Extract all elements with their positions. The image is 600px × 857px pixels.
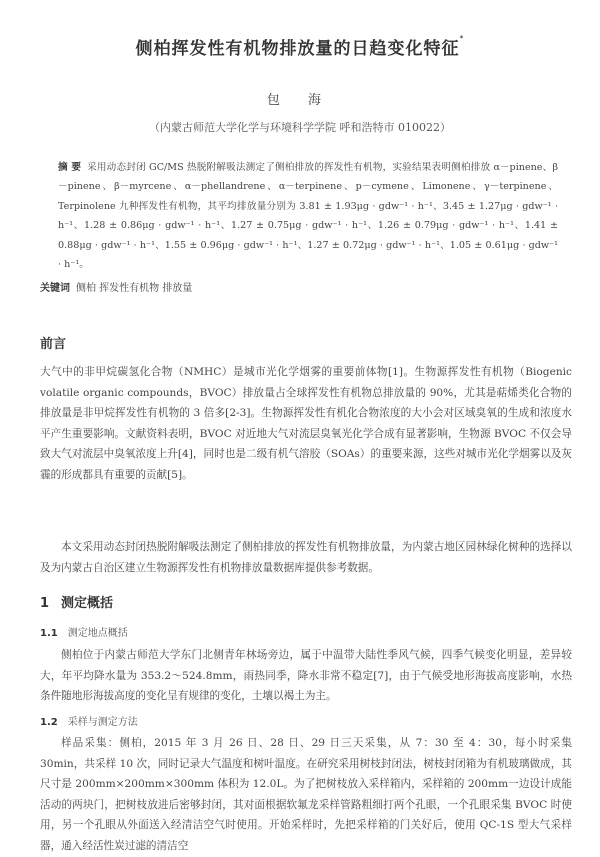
section-number: 1 <box>40 596 50 611</box>
subsection-heading-1-2 <box>40 713 138 728</box>
keywords-label: 关键词 <box>40 283 70 294</box>
subsection-1-2-paragraph: 样品采集：侧柏，2015 年 3 月 26 日、28 日、29 日三天采集，从 7：30 至 4：30，每小时采集 30min，共采样 10 次，同时记录大气温度和树叶温度。在研究采用树枝封闭法，树枝封闭箱为有机玻璃做成，其尺寸是 200mm×200mm×300mm 体积为 12.0L。为了把树枝放入采样箱内，采样箱的 200mm一边设计成能活动的两块门，把树枝放进后密够封闭，其对面根据软氟龙采样管路粗细打两个孔眼，一个孔眼采集 BVOC 时使用，另一个孔眼从外面送入经清洁空气时使用。开始采样时，先把采样箱的门关好后，使用 QC-1S 型大气采样器，通入经活性炭过滤的清洁空 <box>40 737 572 852</box>
author-name: 包 海 <box>266 93 334 108</box>
paper-title <box>0 34 600 59</box>
preface-paragraph-1: 大气中的非甲烷碳氢化合物（NMHC）是城市光化学烟雾的重要前体物[1]。生物源挥发性有机物（Biogenic volatile organic compounds，BVOC）排放量占全球挥发性有机物总排放量的 90%，尤其是萜烯类化合物的排放量是非甲烷挥发性有机物的 3 倍多[2-3]。生物源挥发性有机化合物浓度的大小会对区域臭氧的生成和浓度水平产生重要影响。文献资料表明，BVOC 对近地大气对流层臭氧光化学合成有显著影响，生物源 BVOC 不仅会导致大气对流层中臭氧浓度上升[4]，同时也是二级有机气溶胶（SOAs）的重要来源，这些对城市光化学烟雾以及灰霾的形成都具有重要的贡献[5]。 <box>40 366 572 481</box>
subsection-1-1-paragraph: 侧柏位于内蒙古师范大学东门北侧青年林场旁边，属于中温带大陆性季风气候，四季气候变化明显，差异较大，年平均降水量为 353.2～524.8mm，雨热同季，降水非常不稳定[7]，由于气候受地形海拔高度影响，水热条件随地形海拔高度的变化呈有规律的变化，土壤以褐土为主。 <box>40 649 572 703</box>
preface-paragraph-2: 本文采用动态封闭热脱附解吸法测定了侧柏排放的挥发性有机物排放量，为内蒙古地区园林绿化树种的选择以及为内蒙古自治区建立生物源挥发性有机物排放量数据库提供参考数据。 <box>40 541 572 574</box>
keywords <box>40 280 570 298</box>
subsection-heading-text: 采样与测定方法 <box>67 717 138 728</box>
abstract-text: 采用动态封闭 GC/MS 热脱附解吸法测定了侧柏排放的挥发性有机物，实验结果表明侧柏排放 α－pinene、β－pinene、β－myrcene、α－phellandrene、α－terpinene、p－cymene、Limonene、γ－terpinene、Terpinolene 九种挥发性有机物，其平均排放量分别为 3.81 ± 1.93μg · gdw⁻¹ · h⁻¹、3.45 ± 1.27μg · gdw⁻¹ · h⁻¹、1.28 ± 0.86μg · gdw⁻¹ · h⁻¹、1.27 ± 0.75μg · gdw⁻¹ · h⁻¹、1.26 ± 0.79μg · gdw⁻¹ · h⁻¹、1.41 ± 0.88μg · gdw⁻¹ · h⁻¹、1.55 ± 0.96μg · gdw⁻¹ · h⁻¹、1.27 ± 0.72μg · gdw⁻¹ · h⁻¹、1.05 ± 0.61μg · gdw⁻¹ · h⁻¹。 <box>58 162 558 271</box>
section-heading-text: 测定概括 <box>61 596 114 611</box>
subsection-heading-1-1 <box>40 624 128 639</box>
title-footnote-marker: * <box>459 34 465 43</box>
section-heading-1 <box>40 592 113 611</box>
subsection-number: 1.2 <box>40 717 58 728</box>
section-heading-preface: 前言 <box>40 337 67 352</box>
title-text: 侧柏挥发性有机物排放量的日趋变化特征 <box>135 39 460 59</box>
keywords-text: 侧柏 挥发性有机物 排放量 <box>76 283 193 294</box>
author-affiliation: （内蒙古师范大学化学与环境科学学院 呼和浩特市 010022） <box>149 121 451 134</box>
abstract <box>58 158 558 274</box>
abstract-label: 摘 要 <box>58 162 82 173</box>
subsection-number: 1.1 <box>40 628 58 639</box>
subsection-heading-text: 测定地点概括 <box>67 628 128 639</box>
